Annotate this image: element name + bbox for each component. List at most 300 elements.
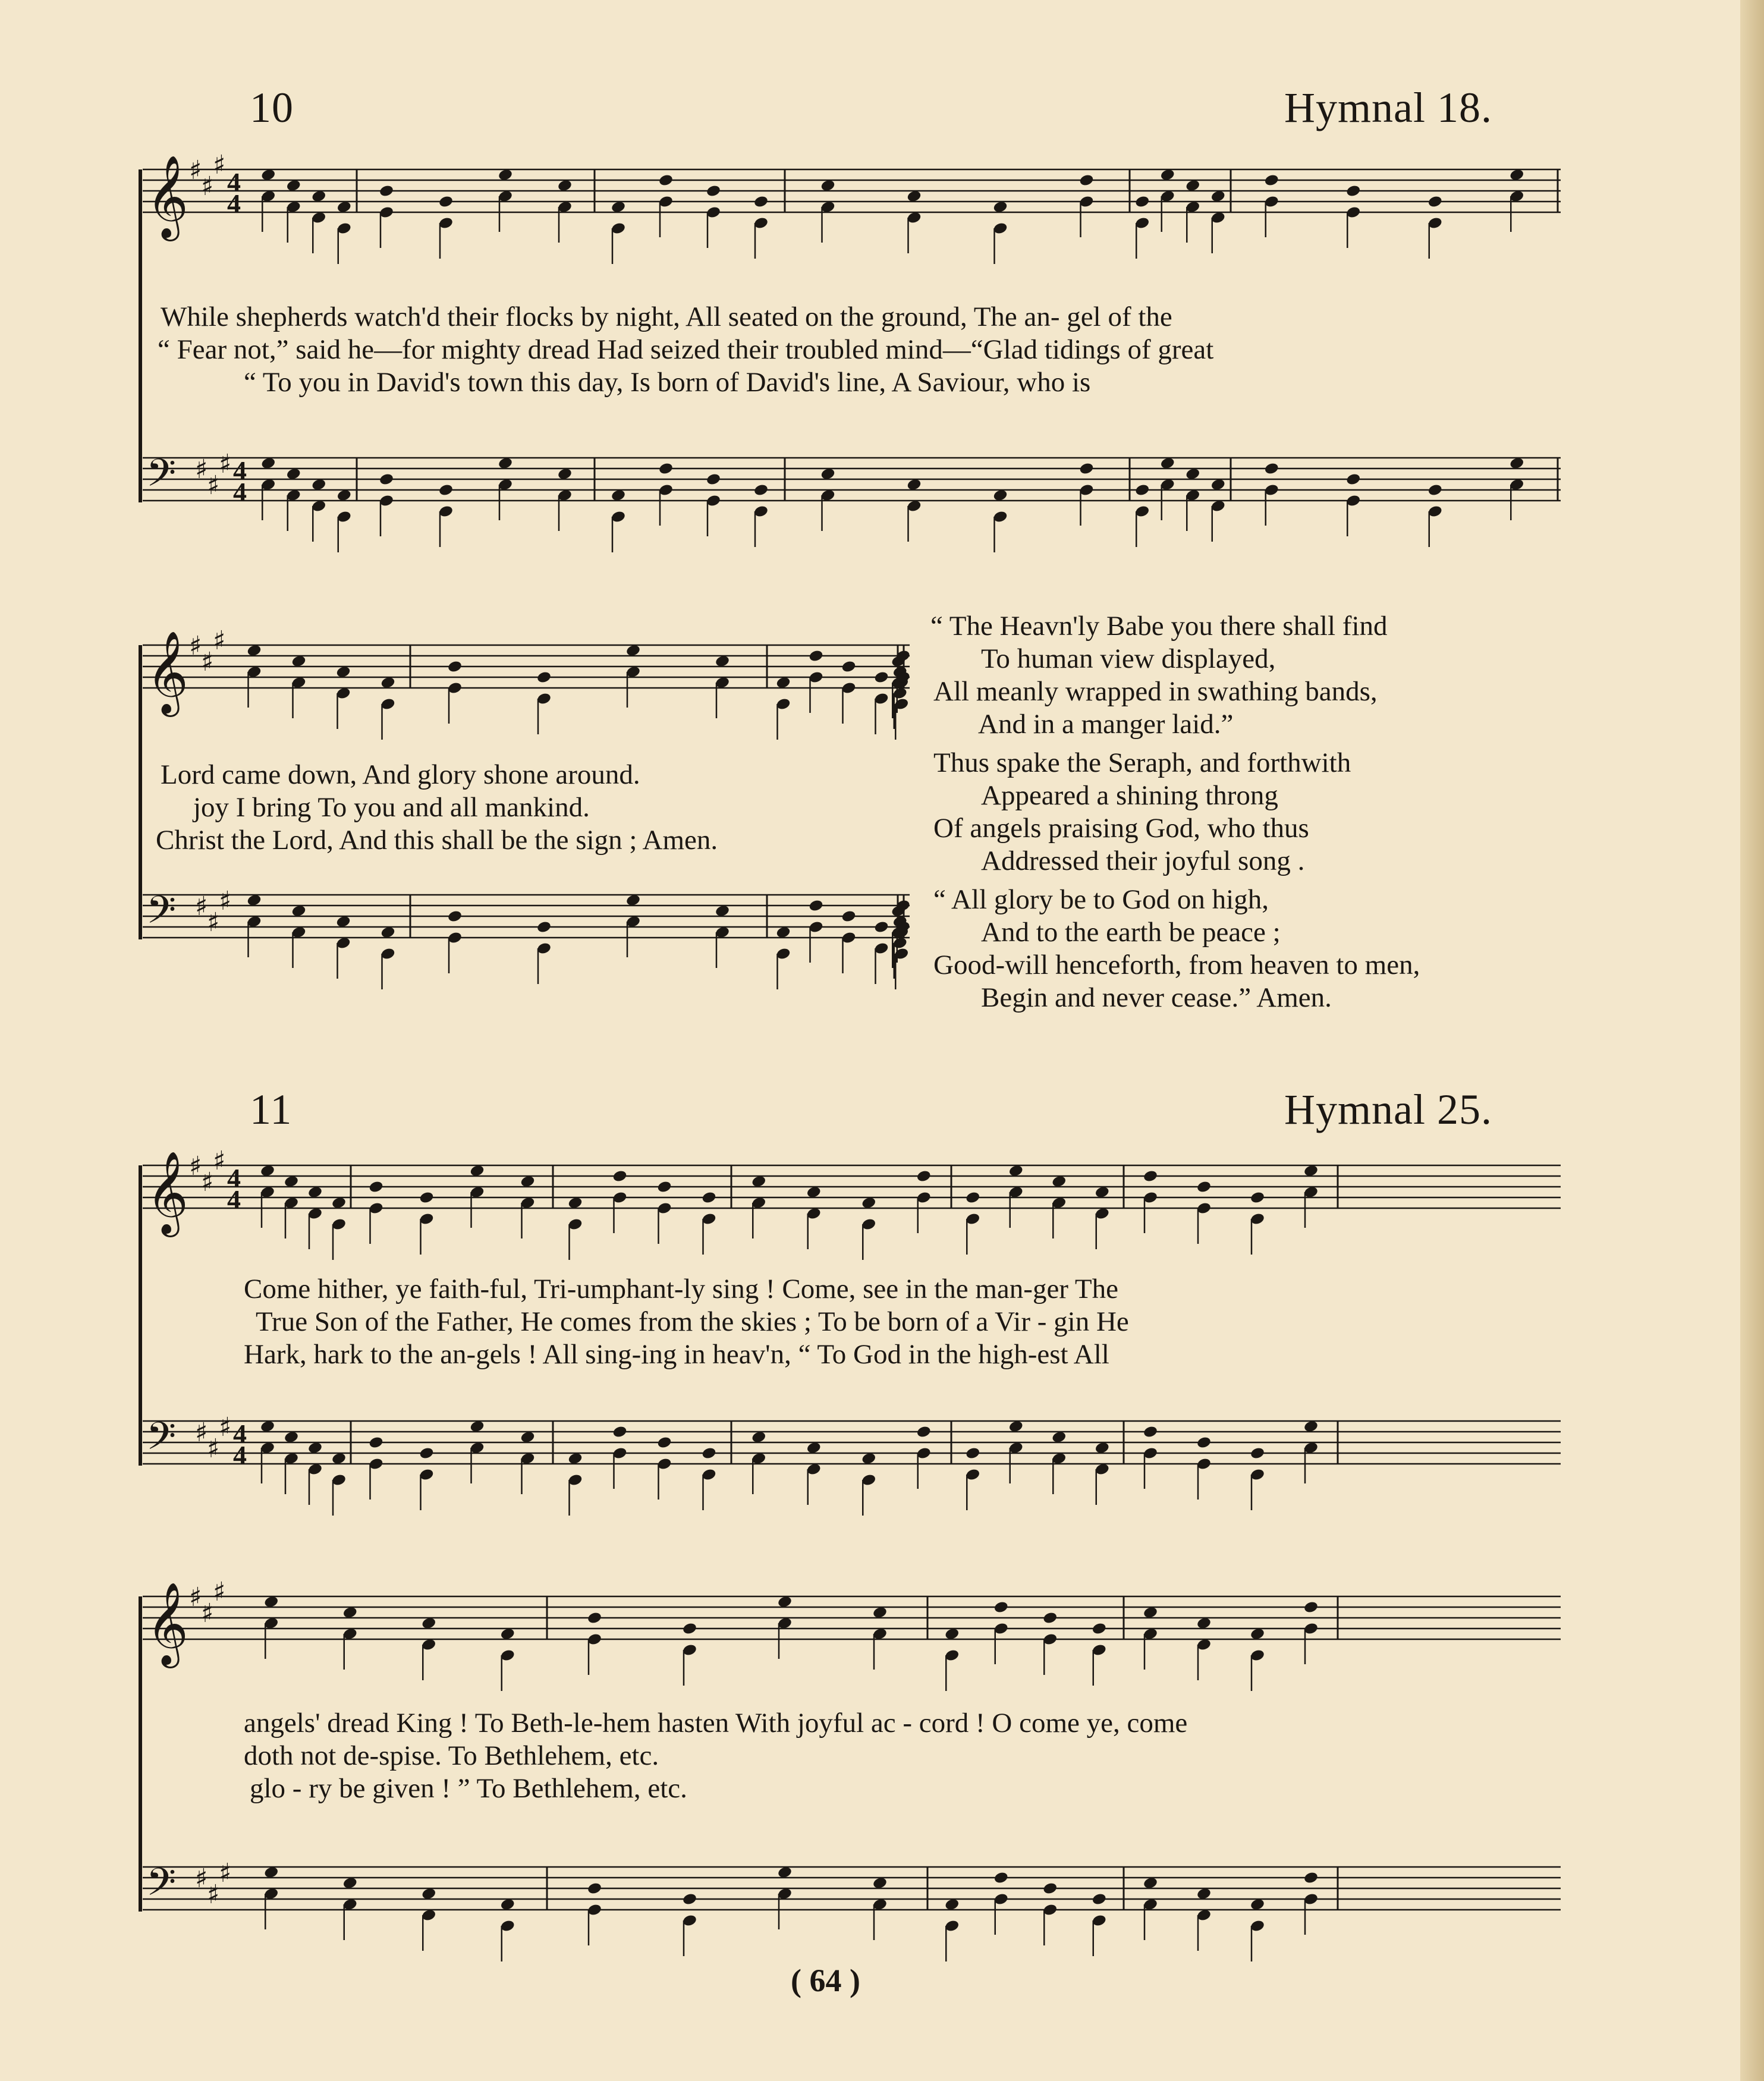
note-head xyxy=(1345,494,1361,508)
note-head xyxy=(335,665,351,679)
note-head xyxy=(1427,216,1443,230)
note-head xyxy=(1143,1170,1158,1183)
note-head xyxy=(379,184,394,198)
note-head xyxy=(498,168,513,182)
note-head xyxy=(916,1170,932,1183)
note-head xyxy=(1143,1425,1158,1439)
note-head xyxy=(438,483,454,497)
note-head xyxy=(612,1425,627,1439)
note-head xyxy=(906,478,922,492)
sharp-icon: ♯ xyxy=(201,1598,214,1629)
note-head xyxy=(682,1643,697,1657)
note-head xyxy=(1092,1643,1107,1657)
note-head xyxy=(656,1202,672,1215)
time-signature: 4 xyxy=(233,1418,247,1449)
note-head xyxy=(892,687,908,700)
note-head xyxy=(500,1649,515,1662)
note-head xyxy=(587,1903,602,1917)
note-head xyxy=(368,1180,383,1194)
note-head xyxy=(682,1893,697,1906)
note-head xyxy=(246,915,262,929)
note-head xyxy=(777,1866,793,1879)
note-head xyxy=(872,1627,888,1641)
note-head xyxy=(806,1186,822,1199)
note-head xyxy=(895,899,911,913)
note-head xyxy=(567,1218,583,1231)
note-head xyxy=(894,947,909,961)
note-head xyxy=(873,942,889,955)
note-head xyxy=(1095,1186,1110,1199)
note-head xyxy=(625,894,641,907)
note-head xyxy=(331,1218,347,1231)
note-head xyxy=(520,1431,535,1444)
sharp-icon: ♯ xyxy=(195,1417,208,1448)
bass-clef-icon: 𝄢 xyxy=(146,888,177,942)
note-head xyxy=(342,1627,358,1641)
note-head xyxy=(625,644,641,658)
note-head xyxy=(342,1898,358,1912)
note-head xyxy=(421,1887,436,1901)
note-head xyxy=(701,1212,716,1226)
lyric-line: True Son of the Father, He comes from the skies ; To be born of a Vir - gin He xyxy=(256,1306,1129,1337)
note-head xyxy=(993,1622,1009,1636)
sharp-icon: ♯ xyxy=(213,625,226,656)
note-head xyxy=(682,1914,697,1928)
sharp-icon: ♯ xyxy=(189,155,202,186)
note-head xyxy=(1143,1876,1158,1890)
note-head xyxy=(612,1447,627,1460)
note-head xyxy=(753,195,769,209)
note-head xyxy=(500,1919,515,1933)
note-head xyxy=(260,478,276,492)
note-head xyxy=(625,665,641,679)
note-head xyxy=(557,200,573,214)
note-head xyxy=(682,1622,697,1636)
note-head xyxy=(1196,1457,1212,1471)
note-head xyxy=(1051,1175,1067,1189)
note-head xyxy=(701,1447,716,1460)
note-head xyxy=(1008,1441,1024,1455)
note-head xyxy=(1509,168,1524,182)
note-head xyxy=(567,1196,583,1210)
note-head xyxy=(751,1431,766,1444)
note-head xyxy=(469,1420,485,1434)
time-signature: 4 xyxy=(227,166,241,197)
verse-line: All meanly wrapped in swathing bands, xyxy=(933,676,1378,707)
note-head xyxy=(1264,174,1279,187)
note-head xyxy=(944,1919,960,1933)
note-head xyxy=(611,222,626,235)
note-head xyxy=(1042,1903,1058,1917)
note-head xyxy=(1160,478,1175,492)
sharp-icon: ♯ xyxy=(189,1151,202,1181)
note-head xyxy=(715,926,730,939)
note-head xyxy=(447,681,463,695)
note-head xyxy=(1250,1191,1265,1205)
note-head xyxy=(263,1887,279,1901)
note-head xyxy=(1509,478,1524,492)
note-head xyxy=(500,1627,515,1641)
note-head xyxy=(777,1887,793,1901)
note-head xyxy=(1143,1627,1158,1641)
note-head xyxy=(1196,1180,1212,1194)
note-head xyxy=(895,671,911,684)
note-head xyxy=(894,676,909,690)
note-head xyxy=(1427,195,1443,209)
bass-clef-icon: 𝄢 xyxy=(146,1414,177,1468)
note-head xyxy=(1042,1611,1058,1625)
note-head xyxy=(246,894,262,907)
note-head xyxy=(260,168,276,182)
note-head xyxy=(368,1436,383,1450)
note-head xyxy=(808,920,823,934)
note-head xyxy=(260,1164,275,1178)
note-head xyxy=(342,1876,358,1890)
sharp-icon: ♯ xyxy=(195,1863,208,1894)
note-head xyxy=(380,676,395,690)
note-head xyxy=(286,200,301,214)
note-head xyxy=(1196,1436,1212,1450)
note-head xyxy=(1509,457,1524,470)
note-head xyxy=(311,478,326,492)
note-head xyxy=(775,947,791,961)
note-head xyxy=(291,676,306,690)
sharp-icon: ♯ xyxy=(219,449,232,479)
note-head xyxy=(331,1452,347,1466)
note-head xyxy=(1095,1207,1110,1221)
verse-line: And in a manger laid.” xyxy=(978,709,1234,740)
lyric-line: glo - ry be given ! ” To Bethlehem, etc. xyxy=(250,1773,687,1804)
lyric-line: doth not de-spise. To Bethlehem, etc. xyxy=(244,1740,659,1771)
note-head xyxy=(536,671,552,684)
note-head xyxy=(1210,499,1226,513)
note-head xyxy=(500,1898,515,1912)
treble-clef-icon: 𝄞 xyxy=(146,1582,188,1665)
note-head xyxy=(291,904,306,918)
note-head xyxy=(658,462,674,476)
note-head xyxy=(1143,1606,1158,1620)
note-head xyxy=(1134,483,1150,497)
note-head xyxy=(520,1452,535,1466)
note-head xyxy=(307,1207,323,1221)
note-head xyxy=(1042,1882,1058,1895)
note-head xyxy=(567,1452,583,1466)
note-head xyxy=(1078,174,1094,187)
time-signature: 4 xyxy=(227,1184,241,1215)
note-head xyxy=(263,1866,279,1879)
note-head xyxy=(1134,216,1150,230)
note-head xyxy=(895,920,911,934)
note-head xyxy=(873,692,889,706)
note-head xyxy=(380,926,395,939)
note-head xyxy=(806,1207,822,1221)
sharp-icon: ♯ xyxy=(219,886,232,916)
note-head xyxy=(260,1186,275,1199)
note-head xyxy=(307,1463,323,1476)
note-head xyxy=(1143,1898,1158,1912)
note-head xyxy=(331,1473,347,1487)
note-head xyxy=(965,1447,980,1460)
sharp-icon: ♯ xyxy=(207,1879,220,1910)
note-head xyxy=(1092,1914,1107,1928)
note-head xyxy=(658,195,674,209)
note-head xyxy=(706,494,721,508)
note-head xyxy=(775,676,791,690)
note-head xyxy=(993,1871,1009,1885)
note-head xyxy=(469,1441,485,1455)
note-head xyxy=(536,920,552,934)
note-head xyxy=(368,1202,383,1215)
lyric-line: “ To you in David's town this day, Is born of David's line, A Saviour, who is xyxy=(244,367,1091,398)
note-head xyxy=(1196,1617,1212,1630)
sharp-icon: ♯ xyxy=(213,1577,226,1607)
note-head xyxy=(1185,179,1200,193)
note-head xyxy=(284,1431,299,1444)
note-head xyxy=(368,1457,383,1471)
note-head xyxy=(891,655,906,668)
note-head xyxy=(379,473,394,486)
note-head xyxy=(894,926,909,939)
note-head xyxy=(1008,1164,1024,1178)
note-head xyxy=(1303,1420,1319,1434)
sharp-icon: ♯ xyxy=(207,907,220,938)
sharp-icon: ♯ xyxy=(195,891,208,922)
note-head xyxy=(284,1196,299,1210)
note-head xyxy=(715,655,730,668)
note-head xyxy=(993,1893,1009,1906)
note-head xyxy=(944,1627,960,1641)
note-head xyxy=(1303,1601,1319,1614)
note-head xyxy=(498,190,513,203)
note-head xyxy=(992,200,1008,214)
note-head xyxy=(1250,1468,1265,1482)
note-head xyxy=(775,926,791,939)
note-head xyxy=(1250,1627,1265,1641)
note-head xyxy=(260,190,276,203)
note-head xyxy=(820,467,835,481)
note-head xyxy=(656,1457,672,1471)
note-head xyxy=(753,505,769,518)
note-head xyxy=(498,478,513,492)
page-number: ( 64 ) xyxy=(791,1963,860,1998)
note-head xyxy=(1196,1202,1212,1215)
note-head xyxy=(1051,1431,1067,1444)
note-head xyxy=(1427,483,1443,497)
note-head xyxy=(841,931,856,945)
note-head xyxy=(335,915,351,929)
note-head xyxy=(658,174,674,187)
verse-line: Thus spake the Seraph, and forthwith xyxy=(933,747,1351,778)
note-head xyxy=(872,1606,888,1620)
sharp-icon: ♯ xyxy=(189,1582,202,1612)
note-head xyxy=(701,1468,716,1482)
note-head xyxy=(1196,1887,1212,1901)
note-head xyxy=(557,179,573,193)
note-head xyxy=(808,899,823,913)
note-head xyxy=(806,1463,822,1476)
note-head xyxy=(1008,1186,1024,1199)
lyric-line: While shepherds watch'd their flocks by night, All seated on the ground, The an- gel of the xyxy=(161,301,1172,332)
note-head xyxy=(1264,483,1279,497)
time-signature: 4 xyxy=(233,476,247,507)
hymn-number: 10 xyxy=(250,84,294,131)
note-head xyxy=(438,216,454,230)
note-head xyxy=(1196,1638,1212,1652)
note-head xyxy=(587,1611,602,1625)
note-head xyxy=(715,904,730,918)
verse-line: Begin and never cease.” Amen. xyxy=(981,982,1332,1013)
note-head xyxy=(611,510,626,524)
lyric-line: Hark, hark to the an-gels ! All sing-ing in heav'n, “ To God in the high-est All xyxy=(244,1339,1109,1370)
note-head xyxy=(284,1452,299,1466)
note-head xyxy=(1264,462,1279,476)
note-head xyxy=(820,179,835,193)
note-head xyxy=(808,671,823,684)
time-signature: 4 xyxy=(233,1439,247,1470)
note-head xyxy=(286,467,301,481)
note-head xyxy=(751,1452,766,1466)
note-head xyxy=(311,190,326,203)
note-head xyxy=(419,1468,434,1482)
note-head xyxy=(841,660,856,674)
note-head xyxy=(612,1170,627,1183)
verse-line: Appeared a shining throng xyxy=(981,780,1278,811)
note-head xyxy=(841,910,856,923)
note-head xyxy=(906,190,922,203)
note-head xyxy=(419,1191,434,1205)
verse-line: “ All glory be to God on high, xyxy=(933,884,1269,915)
verse-line: Addressed their joyful song . xyxy=(981,845,1305,876)
note-head xyxy=(894,697,909,711)
note-head xyxy=(892,915,908,929)
sharp-icon: ♯ xyxy=(201,647,214,677)
note-head xyxy=(820,489,835,502)
note-head xyxy=(536,692,552,706)
time-signature: 4 xyxy=(227,188,241,219)
note-head xyxy=(1134,195,1150,209)
note-head xyxy=(777,1595,793,1609)
page-edge xyxy=(1740,0,1764,2081)
note-head xyxy=(841,681,856,695)
note-head xyxy=(246,644,262,658)
note-head xyxy=(1210,478,1226,492)
hymnal-reference: Hymnal 25. xyxy=(1284,1086,1492,1133)
lyric-line: “ Fear not,” said he—for mighty dread Had seized their troubled mind—“Glad tidings of great xyxy=(158,334,1214,365)
treble-clef-icon: 𝄞 xyxy=(146,631,188,713)
note-head xyxy=(311,499,326,513)
note-head xyxy=(263,1595,279,1609)
note-head xyxy=(706,473,721,486)
note-head xyxy=(1092,1893,1107,1906)
note-head xyxy=(701,1191,716,1205)
note-head xyxy=(335,687,351,700)
note-head xyxy=(861,1452,876,1466)
treble-clef-icon: 𝄞 xyxy=(146,155,188,238)
note-head xyxy=(379,494,394,508)
note-head xyxy=(1303,1186,1319,1199)
verse-line: Good-will henceforth, from heaven to men, xyxy=(933,950,1420,980)
note-head xyxy=(1303,1893,1319,1906)
note-head xyxy=(751,1196,766,1210)
note-head xyxy=(587,1633,602,1646)
note-head xyxy=(421,1638,436,1652)
note-head xyxy=(625,915,641,929)
note-head xyxy=(916,1425,932,1439)
note-head xyxy=(753,216,769,230)
note-head xyxy=(992,222,1008,235)
note-head xyxy=(1250,1898,1265,1912)
note-head xyxy=(469,1164,485,1178)
note-head xyxy=(469,1186,485,1199)
note-head xyxy=(965,1468,980,1482)
lyric-line: Christ the Lord, And this shall be the sign ; Amen. xyxy=(156,825,718,856)
note-head xyxy=(1095,1463,1110,1476)
note-head xyxy=(380,697,395,711)
note-head xyxy=(337,510,352,524)
note-head xyxy=(421,1909,436,1922)
note-head xyxy=(286,489,301,502)
note-head xyxy=(906,499,922,513)
hymnal-reference: Hymnal 18. xyxy=(1284,84,1492,131)
note-head xyxy=(337,489,352,502)
note-head xyxy=(861,1218,876,1231)
note-head xyxy=(1303,1441,1319,1455)
note-head xyxy=(872,1876,888,1890)
note-head xyxy=(263,1617,279,1630)
note-head xyxy=(656,1436,672,1450)
verse-line: “ The Heavn'ly Babe you there shall find xyxy=(930,611,1388,642)
note-head xyxy=(260,457,276,470)
note-head xyxy=(895,649,911,663)
note-head xyxy=(286,179,301,193)
note-head xyxy=(246,665,262,679)
note-head xyxy=(658,483,674,497)
sharp-icon: ♯ xyxy=(213,1146,226,1176)
note-head xyxy=(1345,206,1361,219)
note-head xyxy=(260,1420,275,1434)
note-head xyxy=(587,1882,602,1895)
note-head xyxy=(1509,190,1524,203)
note-head xyxy=(536,942,552,955)
note-head xyxy=(873,671,889,684)
note-head xyxy=(307,1441,323,1455)
note-head xyxy=(892,665,908,679)
note-head xyxy=(419,1212,434,1226)
note-head xyxy=(337,200,352,214)
note-head xyxy=(891,904,906,918)
sharp-icon: ♯ xyxy=(207,1434,220,1464)
note-head xyxy=(861,1473,876,1487)
note-head xyxy=(567,1473,583,1487)
note-head xyxy=(421,1617,436,1630)
treble-clef-icon: 𝄞 xyxy=(146,1151,188,1234)
note-head xyxy=(498,457,513,470)
note-head xyxy=(520,1175,535,1189)
note-head xyxy=(438,195,454,209)
lyric-line: Lord came down, And glory shone around. xyxy=(161,759,640,790)
bass-clef-icon: 𝄢 xyxy=(146,451,177,505)
note-head xyxy=(557,489,573,502)
note-head xyxy=(291,926,306,939)
note-head xyxy=(965,1191,980,1205)
note-head xyxy=(1185,200,1200,214)
note-head xyxy=(612,1191,627,1205)
note-head xyxy=(775,697,791,711)
note-head xyxy=(342,1606,358,1620)
note-head xyxy=(1250,1919,1265,1933)
note-head xyxy=(447,931,463,945)
note-head xyxy=(447,910,463,923)
